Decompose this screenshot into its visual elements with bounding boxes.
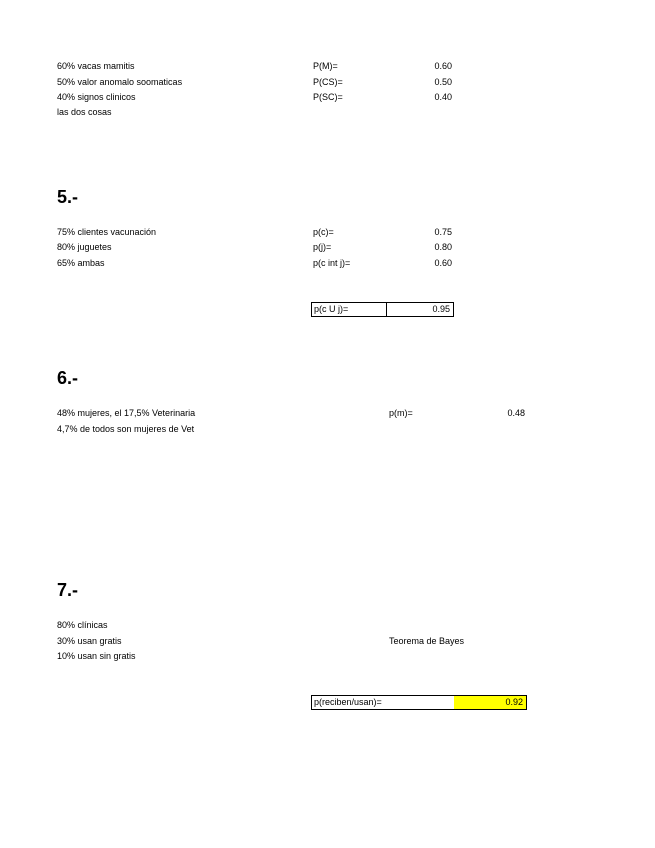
prob-label: p(j)=	[313, 242, 332, 252]
result-value: 0.92	[505, 697, 523, 707]
result-label: p(c U j)=	[314, 304, 349, 314]
note-text: Teorema de Bayes	[389, 636, 465, 646]
text-line: 30% usan gratis	[57, 636, 122, 646]
section-heading: 7.-	[57, 580, 79, 600]
prob-value: 0.48	[507, 408, 525, 418]
text-line: 60% vacas mamitis	[57, 61, 135, 71]
text-line: 65% ambas	[57, 258, 105, 268]
prob-value: 0.60	[434, 258, 452, 268]
section-heading: 5.-	[57, 187, 79, 207]
prob-label: p(c)=	[313, 227, 334, 237]
text-line: 75% clientes vacunación	[57, 227, 157, 237]
text-line: 4,7% de todos son mujeres de Vet	[57, 424, 195, 434]
prob-value: 0.80	[434, 242, 452, 252]
text-line: 50% valor anomalo soomaticas	[57, 77, 183, 87]
text-line: 80% juguetes	[57, 242, 112, 252]
cell-divider	[386, 303, 387, 316]
prob-label: p(c int j)=	[313, 258, 351, 268]
prob-label: P(SC)=	[313, 92, 343, 102]
text-line: 48% mujeres, el 17,5% Veterinaria	[57, 408, 196, 418]
section-heading: 6.-	[57, 368, 79, 388]
text-line: 40% signos clinicos	[57, 92, 136, 102]
text-line: 10% usan sin gratis	[57, 651, 136, 661]
text-line: las dos cosas	[57, 107, 112, 117]
result-label: p(reciben/usan)=	[314, 697, 382, 707]
result-box	[311, 302, 454, 317]
prob-value: 0.40	[434, 92, 452, 102]
prob-value: 0.50	[434, 77, 452, 87]
result-box	[311, 695, 527, 710]
prob-label: P(M)=	[313, 61, 338, 71]
text-line: 80% clínicas	[57, 620, 108, 630]
prob-value: 0.75	[434, 227, 452, 237]
prob-label: P(CS)=	[313, 77, 343, 87]
prob-label: p(m)=	[389, 408, 413, 418]
result-value: 0.95	[432, 304, 450, 314]
prob-value: 0.60	[434, 61, 452, 71]
